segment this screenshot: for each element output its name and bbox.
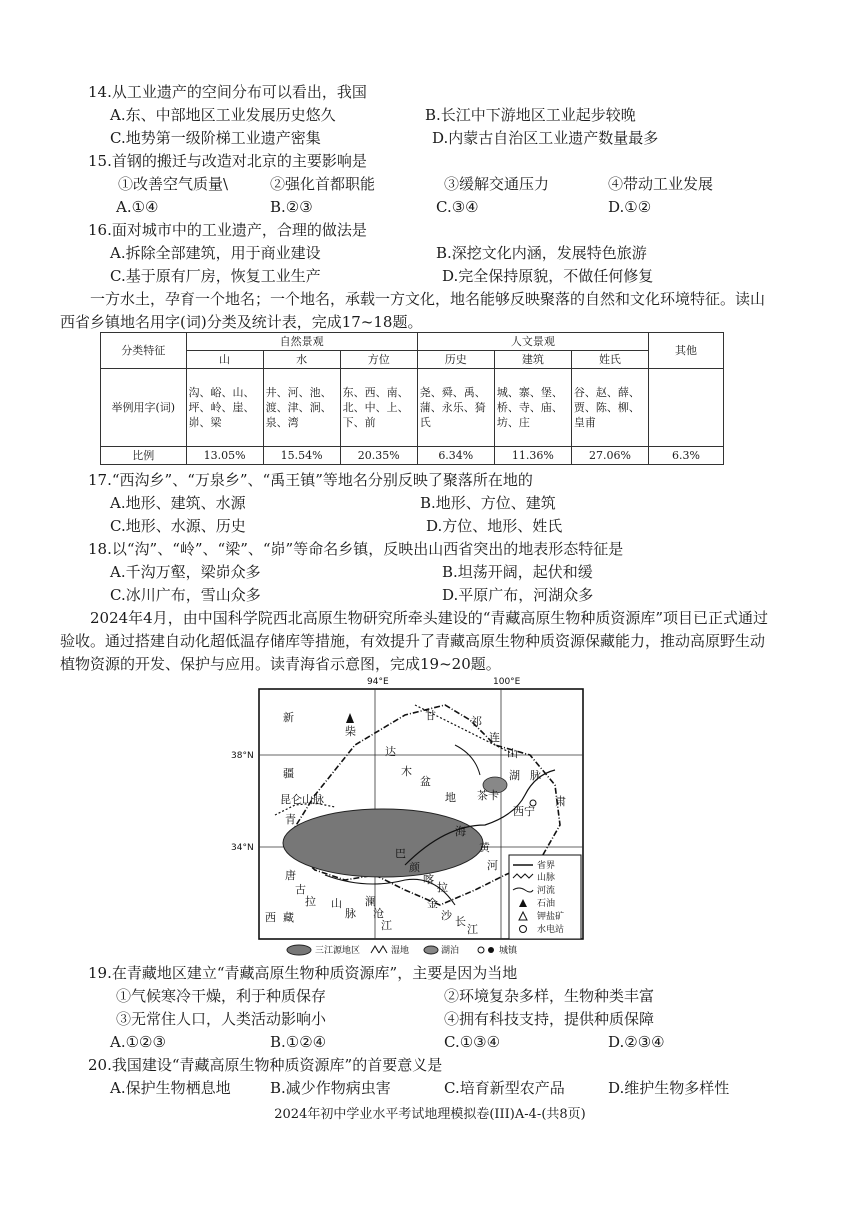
q17-option-a: A.地形、建筑、水源 [110,494,246,512]
label-mai-2: 脉 [345,907,356,920]
q14-option-a: A.东、中部地区工业发展历史悠久 [110,106,336,124]
q19-option-a: A.①②③ [110,1033,166,1051]
label-gu: 古 [295,883,306,896]
label-mai-1: 脉 [530,769,541,782]
q16-option-c: C.基于原有厂房，恢复工业生产 [110,267,321,285]
label-tang: 唐 [285,869,296,882]
q15-statement-1: ①改善空气质量\ [118,175,229,193]
label-xi: 西 [265,911,276,924]
q14-option-c: C.地势第一级阶梯工业遗产密集 [110,129,321,147]
legend-wetland: 湿地 [391,946,410,956]
label-kunlun: 昆仑山脉 [280,793,324,806]
q19-statement-1: ①气候寒冷干燥，利于种质保存 [116,987,327,1005]
q19-option-c: C.①③④ [444,1033,501,1051]
table-example-cell: 井、河、池、渡、津、涧、泉、湾 [263,369,340,447]
q19-option-d: D.②③④ [608,1033,665,1051]
legend-sanjiangyuan-swatch [287,945,311,955]
legend-potash: 钾盐矿 [537,912,565,922]
label-jin: 金 [427,897,438,910]
table-example-cell: 尧、舜、禹、蒲、永乐、猗氏 [417,369,494,447]
table-cat-direction: 方位 [340,351,417,369]
label-ba: 巴 [395,847,406,860]
place-name-statistics-table [100,332,724,465]
qinghai-map [231,675,587,960]
q19-option-b: B.①②④ [270,1033,327,1051]
table-ratio-cell: 15.54% [263,447,340,465]
table-cat-mountain: 山 [186,351,263,369]
table-example-cell: 沟、峪、山、坪、岭、崖、峁、梁 [186,369,263,447]
q20-option-d: D.维护生物多样性 [608,1079,730,1097]
legend-city-icon [478,947,484,953]
table-cat-history: 历史 [417,351,494,369]
label-hu: 湖 [509,769,520,782]
label-qi: 祁 [471,715,482,728]
q17-option-b: B.地形、方位、建筑 [420,494,556,512]
label-xining: 西宁 [513,805,535,818]
table-example-cell: 谷、赵、薛、贾、陈、柳、皇甫 [571,369,648,447]
table-ratio-cell: 20.35% [340,447,417,465]
label-shan-2: 山 [331,897,342,910]
reading-intro-place-names: 一方水土，孕育一个地名；一个地名，承载一方文化，地名能够反映聚落的自然和文化环境特征。读山西省乡镇地名用字(词)分类及统计表，完成17~18题。 [60,290,766,331]
legend-sanjiangyuan: 三江源地区 [315,946,361,956]
q15-option-a: A.①④ [116,198,159,216]
q19-statement-3: ③无常住人口，人类活动影响小 [116,1010,327,1028]
legend-lake: 湖泊 [441,946,460,956]
q19-statement-4: ④拥有科技支持，提供种质保障 [444,1010,655,1028]
tick-38n: 38°N [231,751,254,761]
q14-stem: 14.从工业遗产的空间分布可以看出，我国 [88,83,367,101]
q20-option-c: C.培育新型农产品 [444,1079,565,1097]
label-lian: 连 [489,731,500,744]
legend-city: 城镇 [499,946,518,956]
table-example-cell: 东、西、南、北、中、上、下、前 [340,369,417,447]
q15-stem: 15.首钢的搬迁与改造对北京的主要影响是 [88,152,367,170]
q16-option-b: B.深挖文化内涵，发展特色旅游 [436,244,647,262]
label-yan: 颜 [409,861,420,874]
q16-stem: 16.面对城市中的工业遗产，合理的做法是 [88,221,367,239]
legend-river: 河流 [537,886,556,896]
reading-intro-seed-bank: 2024年4月，由中国科学院西北高原生物研究所牵头建设的“青藏高原生物种质资源库”项目已正式通过验收。通过搭建自动化超低温存储库等措施，有效提升了青藏高原生物种质资源保藏能力，推动高原野生动植物资源的开发、保护与应用。读青海省示意图，完成19~20题。 [60,609,769,673]
q17-option-c: C.地形、水源、历史 [110,517,246,535]
label-xin: 新 [283,711,294,724]
q18-stem: 18.以“沟”、“岭”、“梁”、“峁”等命名乡镇，反映出山西省突出的地表形态特征是 [88,540,624,558]
q15-option-d: D.①② [608,198,652,216]
label-he: 河 [487,859,498,872]
table-header-ratio: 比例 [101,447,187,465]
legend-wetland-icon [371,946,387,953]
legend-boundary: 省界 [537,861,556,871]
label-la-1: 拉 [437,881,448,894]
table-ratio-cell: 27.06% [571,447,648,465]
label-chang: 长 [455,915,466,928]
tick-34n: 34°N [231,843,254,853]
q15-statement-4: ④带动工业发展 [608,175,714,193]
table-ratio-cell: 6.3% [648,447,723,465]
legend-hydropower: 水电站 [537,925,565,935]
label-chai: 柴 [345,725,356,738]
q18-option-b: B.坦荡开阔，起伏和缓 [442,563,593,581]
label-pen: 盆 [420,775,431,788]
label-ka: 喀 [423,873,434,886]
q17-option-d: D.方位、地形、姓氏 [426,517,563,535]
page-footer: 2024年初中学业水平考试地理模拟卷(III)A-4-(共8页) [274,1107,586,1122]
table-header-other: 其他 [648,333,723,369]
table-header-natural: 自然景观 [186,333,417,351]
table-ratio-cell: 6.34% [417,447,494,465]
legend-mountain: 山脉 [537,873,556,883]
label-su: 肃 [555,795,566,808]
table-header-example: 举例用字(词) [101,369,187,447]
label-da: 达 [385,745,396,758]
q16-option-d: D.完全保持原貌，不做任何修复 [442,267,654,285]
q20-option-b: B.减少作物病虫害 [270,1079,391,1097]
q14-option-b: B.长江中下游地区工业起步较晚 [425,106,636,124]
label-lan: 澜 [365,895,376,908]
table-header-feature: 分类特征 [101,333,187,369]
label-jiang-2: 江 [467,923,478,936]
label-huang: 黄 [479,841,490,854]
q20-stem: 20.我国建设“青藏高原生物种质资源库”的首要意义是 [88,1056,443,1074]
label-jiang-1: 江 [381,919,392,932]
q18-option-c: C.冰川广布，雪山众多 [110,586,261,604]
label-mu: 木 [401,765,412,778]
q15-statement-3: ③缓解交通压力 [444,175,550,193]
sanjiangyuan-area [283,809,483,877]
q15-statement-2: ②强化首都职能 [270,175,376,193]
legend-lake-icon [424,946,438,954]
legend-city-icon-2 [488,947,494,953]
q15-option-c: C.③④ [436,198,479,216]
q16-option-a: A.拆除全部建筑，用于商业建设 [110,244,321,262]
table-header-human: 人文景观 [417,333,648,351]
label-jiang: 疆 [283,767,294,780]
label-la-2: 拉 [305,895,316,908]
label-shan-1: 山 [507,747,518,760]
q14-option-d: D.内蒙古自治区工业遗产数量最多 [432,129,659,147]
label-chaka: 茶卡 [477,789,499,802]
q18-option-d: D.平原广布，河湖众多 [442,586,594,604]
label-sha: 沙 [441,909,452,922]
label-hai-1: 海 [455,825,466,838]
tick-100e: 100°E [493,677,521,687]
q17-stem: 17.“西沟乡”、“万泉乡”、“禹王镇”等地名分别反映了聚落所在地的 [88,471,533,489]
table-ratio-cell: 13.05% [186,447,263,465]
label-qing-1: 青 [285,813,296,826]
legend-oil: 石油 [537,899,556,909]
q18-option-a: A.千沟万壑，梁峁众多 [110,563,261,581]
q20-option-a: A.保护生物栖息地 [110,1079,231,1097]
label-cang: 沧 [373,907,384,920]
table-cat-surname: 姓氏 [571,351,648,369]
q15-option-b: B.②③ [270,198,313,216]
table-cat-water: 水 [263,351,340,369]
label-gan: 甘 [425,709,436,722]
q19-statement-2: ②环境复杂多样，生物种类丰富 [444,987,655,1005]
table-cat-building: 建筑 [494,351,571,369]
q19-stem: 19.在青藏地区建立“青藏高原生物种质资源库”，主要是因为当地 [88,964,518,982]
table-example-cell: 城、寨、堡、桥、寺、庙、坊、庄 [494,369,571,447]
tick-94e: 94°E [367,677,389,687]
table-ratio-cell: 11.36% [494,447,571,465]
label-zang: 藏 [283,911,294,924]
label-di: 地 [445,791,456,804]
